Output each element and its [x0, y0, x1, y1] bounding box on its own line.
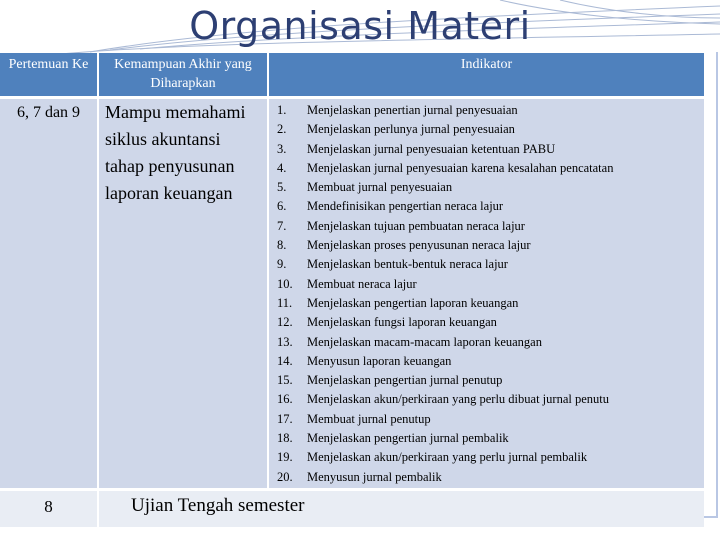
item-text: Menjelaskan perlunya jurnal penyesuaian	[307, 122, 515, 137]
item-number: 11.	[277, 295, 293, 310]
indikator-cell	[268, 98, 704, 490]
item-text: Membuat jurnal penutup	[307, 411, 431, 426]
item-text: Menjelaskan macam-macam laporan keuangan	[307, 334, 542, 349]
list-item	[277, 159, 700, 178]
item-number: 20.	[277, 469, 293, 484]
item-text: Menjelaskan pengertian jurnal pembalik	[307, 431, 509, 446]
item-text: Menjelaskan pengertian jurnal penutup	[307, 373, 503, 388]
item-text: Menjelaskan akun/perkiraan yang perlu jurnal pembalik	[307, 450, 588, 465]
item-number: 8.	[277, 238, 287, 253]
list-item	[277, 448, 700, 467]
table-row	[0, 98, 704, 490]
item-number: 10.	[277, 276, 293, 291]
list-item	[277, 197, 700, 216]
item-number: 6.	[277, 199, 287, 214]
item-text: Menyusun laporan keuangan	[307, 353, 452, 368]
list-item	[277, 371, 700, 390]
item-text: Menjelaskan penertian jurnal penyesuaian	[307, 103, 518, 117]
item-number: 18.	[277, 431, 293, 446]
list-item	[277, 101, 700, 120]
item-number: 14.	[277, 353, 293, 368]
list-item	[277, 294, 700, 313]
item-text: Menjelaskan pengertian laporan keuangan	[307, 295, 519, 310]
list-item	[277, 255, 700, 274]
list-item	[277, 390, 700, 409]
item-number: 19.	[277, 450, 293, 465]
item-number: 3.	[277, 141, 287, 156]
item-text: Mendefinisikan pengertian neraca lajur	[307, 199, 504, 214]
item-text: Menjelaskan jurnal penyesuaian ketentuan PABU	[307, 141, 556, 156]
list-item	[277, 468, 700, 487]
item-number: 4.	[277, 160, 287, 175]
item-number: 9.	[277, 257, 287, 272]
indikator-list	[277, 101, 700, 487]
item-text: Menjelaskan jurnal penyesuaian karena kesalahan pencatatan	[307, 160, 614, 175]
item-text: Menjelaskan proses penyusunan neraca lajur	[307, 238, 531, 253]
item-number: 15.	[277, 373, 293, 388]
materi-table	[0, 53, 704, 530]
page-title: Organisasi Materi	[189, 4, 531, 48]
item-text: Menyusun jurnal pembalik	[307, 469, 442, 484]
item-number: 12.	[277, 315, 293, 330]
header-pertemuan: Pertemuan Ke	[0, 53, 98, 98]
item-text: Menjelaskan akun/perkiraan yang perlu dibuat jurnal penutu	[307, 392, 609, 407]
uts-cell: Ujian Tengah semester	[98, 490, 704, 529]
item-text: Menjelaskan tujuan pembuatan neraca lajur	[307, 218, 525, 233]
list-item	[277, 410, 700, 429]
table-header-row	[0, 53, 704, 98]
list-item	[277, 120, 700, 139]
item-number: 17.	[277, 411, 293, 426]
item-number: 5.	[277, 180, 287, 195]
header-kemampuan: Kemampuan Akhir yang Diharapkan	[98, 53, 268, 98]
pertemuan-cell: 6, 7 dan 9	[0, 98, 98, 490]
item-text: Menjelaskan fungsi laporan keuangan	[307, 315, 497, 330]
kemampuan-cell: Mampu memahami siklus akuntansi tahap penyusunan laporan keuangan	[98, 98, 268, 490]
header-indikator: Indikator	[268, 53, 704, 98]
item-text: Menjelaskan bentuk-bentuk neraca lajur	[307, 257, 508, 272]
list-item	[277, 333, 700, 352]
pertemuan-cell: 8	[0, 490, 98, 529]
item-number: 16.	[277, 392, 293, 407]
item-number: 2.	[277, 122, 287, 137]
item-text: Membuat neraca lajur	[307, 276, 417, 291]
list-item	[277, 313, 700, 332]
list-item	[277, 217, 700, 236]
list-item	[277, 178, 700, 197]
item-text: Membuat jurnal penyesuaian	[307, 180, 453, 195]
table-row	[0, 490, 704, 529]
list-item	[277, 429, 700, 448]
item-number: 13.	[277, 334, 293, 349]
item-number: 7.	[277, 218, 287, 233]
list-item	[277, 140, 700, 159]
list-item	[277, 236, 700, 255]
item-number: 1.	[277, 103, 287, 117]
list-item	[277, 352, 700, 371]
list-item	[277, 275, 700, 294]
